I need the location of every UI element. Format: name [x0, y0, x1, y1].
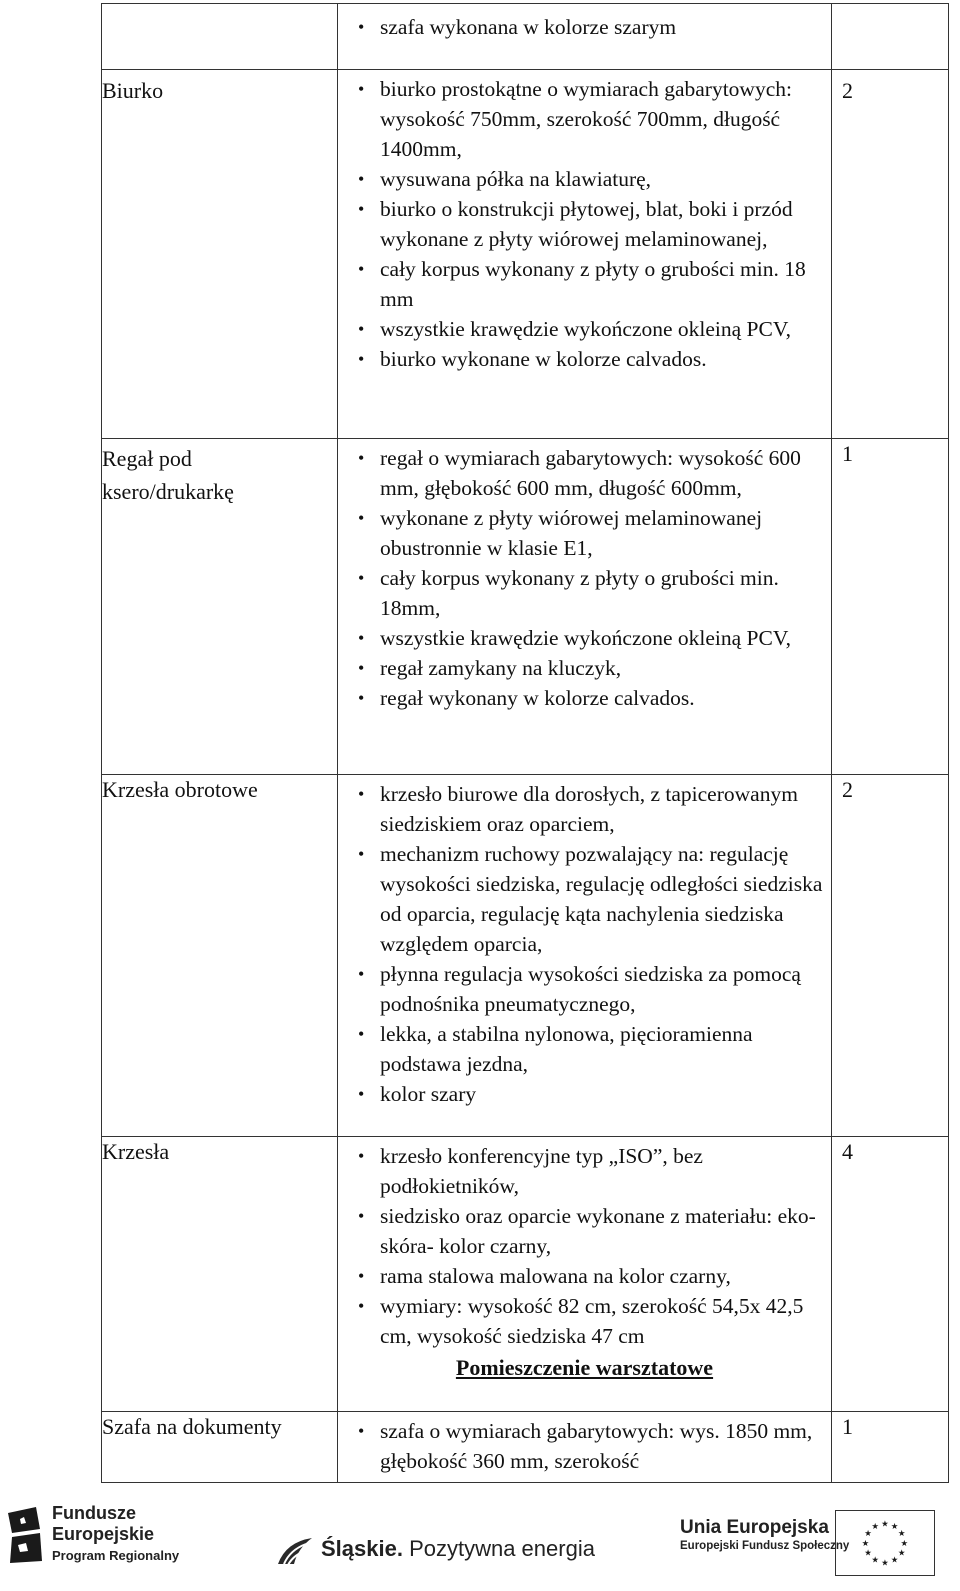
quantity-cell: 1	[832, 439, 949, 775]
quantity-cell: 1	[832, 1412, 949, 1483]
fe-mark-icon	[6, 1505, 44, 1565]
eu-subtitle: Europejski Fundusz Społeczny	[680, 1540, 850, 1552]
table-row	[102, 4, 949, 70]
list-item: • rama stalowa malowana na kolor czarny,	[358, 1264, 731, 1288]
eu-star-icon: ★	[864, 1547, 873, 1558]
eu-star-icon: ★	[897, 1547, 906, 1558]
item-description-cell	[338, 4, 832, 70]
item-description-cell	[338, 1412, 832, 1483]
list-item: • lekka, a stabilna nylonowa, pięcioramienna podstawa jezdna,	[358, 1022, 753, 1076]
table-row	[102, 1137, 949, 1412]
list-item: • szafa wykonana w kolorze szarym	[358, 15, 677, 39]
item-name-cell: Szafa na dokumenty	[102, 1412, 338, 1483]
description-list	[338, 1412, 831, 1482]
eu-star-icon: ★	[881, 1518, 889, 1529]
item-name-cell: Krzesła	[102, 1137, 338, 1412]
eu-star-icon: ★	[864, 1528, 873, 1539]
list-item: • regał wykonany w kolorze calvados.	[358, 686, 695, 710]
slaskie-slogan: Pozytywna energia	[402, 1536, 595, 1561]
eu-star-icon: ★	[871, 1521, 880, 1532]
slaskie-bird-icon	[276, 1534, 314, 1568]
list-item: • krzesło konferencyjne typ „ISO”, bez podłokietników,	[358, 1144, 703, 1198]
description-list	[338, 70, 831, 380]
list-item: • wymiary: wysokość 82 cm, szerokość 54,5x 42,5 cm, wysokość siedziska 47 cm	[358, 1294, 804, 1348]
table-row	[102, 775, 949, 1137]
list-item: • siedzisko oraz oparcie wykonane z materiału: eko-skóra- kolor czarny,	[358, 1204, 816, 1258]
eu-star-icon: ★	[900, 1537, 909, 1548]
list-item: • płynna regulacja wysokości siedziska za pomocą podnośnika pneumatycznego,	[358, 962, 801, 1016]
fe-line1: Fundusze	[52, 1503, 136, 1523]
list-item: • mechanizm ruchowy pozwalający na: regulację wysokości siedziska, regulację odległości siedziska od oparcia, regulację kąta nachylenia siedziska względem oparcia,	[358, 842, 823, 956]
quantity-cell: 4	[832, 1137, 949, 1412]
list-item: • biurko o konstrukcji płytowej, blat, boki i przód wykonane z płyty wiórowej melaminowanej,	[358, 197, 793, 251]
item-description-cell	[338, 70, 832, 439]
table-row	[102, 1412, 949, 1483]
item-description-cell	[338, 439, 832, 775]
item-name-cell: Krzesła obrotowe	[102, 775, 338, 1137]
eu-title: Unia Europejska	[680, 1517, 829, 1538]
list-item: • krzesło biurowe dla dorosłych, z tapicerowanym siedziskiem oraz oparciem,	[358, 782, 798, 836]
item-name-cell: Regał pod ksero/drukarkę	[102, 439, 338, 775]
eu-logo	[680, 1510, 950, 1580]
list-item: • wszystkie krawędzie wykończone okleiną PCV,	[358, 317, 791, 341]
description-list	[338, 1137, 831, 1353]
eu-star-icon: ★	[890, 1554, 899, 1565]
quantity-cell	[832, 4, 949, 70]
eu-star-icon: ★	[890, 1521, 899, 1532]
list-item: • regał o wymiarach gabarytowych: wysokość 600 mm, głębokość 600 mm, długość 600mm,	[358, 446, 801, 500]
quantity-cell: 2	[832, 775, 949, 1137]
eu-star-icon: ★	[897, 1528, 906, 1539]
item-name-cell: Biurko	[102, 70, 338, 439]
description-list	[338, 4, 831, 48]
eu-star-icon: ★	[871, 1554, 880, 1565]
item-name-cell	[102, 4, 338, 70]
list-item: • cały korpus wykonany z płyty o grubości min. 18mm,	[358, 566, 779, 620]
slaskie-logo	[276, 1528, 595, 1572]
list-item: • wykonane z płyty wiórowej melaminowanej obustronnie w klasie E1,	[358, 506, 763, 560]
list-item: • regał zamykany na kluczyk,	[358, 656, 622, 680]
eu-star-icon: ★	[861, 1537, 870, 1548]
list-item: • cały korpus wykonany z płyty o grubości min. 18 mm	[358, 257, 806, 311]
list-item: • biurko wykonane w kolorze calvados.	[358, 347, 707, 371]
list-item: • wszystkie krawędzie wykończone okleiną PCV,	[358, 626, 791, 650]
description-list	[338, 439, 831, 719]
item-description-cell	[338, 1137, 832, 1412]
fe-line2: Europejskie	[52, 1524, 155, 1544]
list-item: • szafa o wymiarach gabarytowych: wys. 1850 mm, głębokość 360 mm, szerokość	[358, 1419, 813, 1473]
fe-line3: Program Regionalny	[52, 1548, 180, 1563]
description-list	[338, 775, 831, 1115]
eu-flag-icon	[835, 1510, 935, 1576]
list-item: • kolor szary	[358, 1082, 477, 1106]
equipment-spec-table	[101, 3, 949, 1483]
list-item: • wysuwana półka na klawiaturę,	[358, 167, 652, 191]
eu-star-icon: ★	[881, 1557, 889, 1568]
quantity-cell: 2	[832, 70, 949, 439]
fundusze-europejskie-logo	[2, 1495, 192, 1577]
section-heading: Pomieszczenie warsztatowe	[455, 1355, 714, 1380]
list-item: • biurko prostokątne o wymiarach gabarytowych: wysokość 750mm, szerokość 700mm, długość 1400mm,	[358, 77, 792, 161]
table-row	[102, 70, 949, 439]
item-description-cell	[338, 775, 832, 1137]
table-row	[102, 439, 949, 775]
slaskie-brand: Śląskie.	[321, 1536, 403, 1561]
